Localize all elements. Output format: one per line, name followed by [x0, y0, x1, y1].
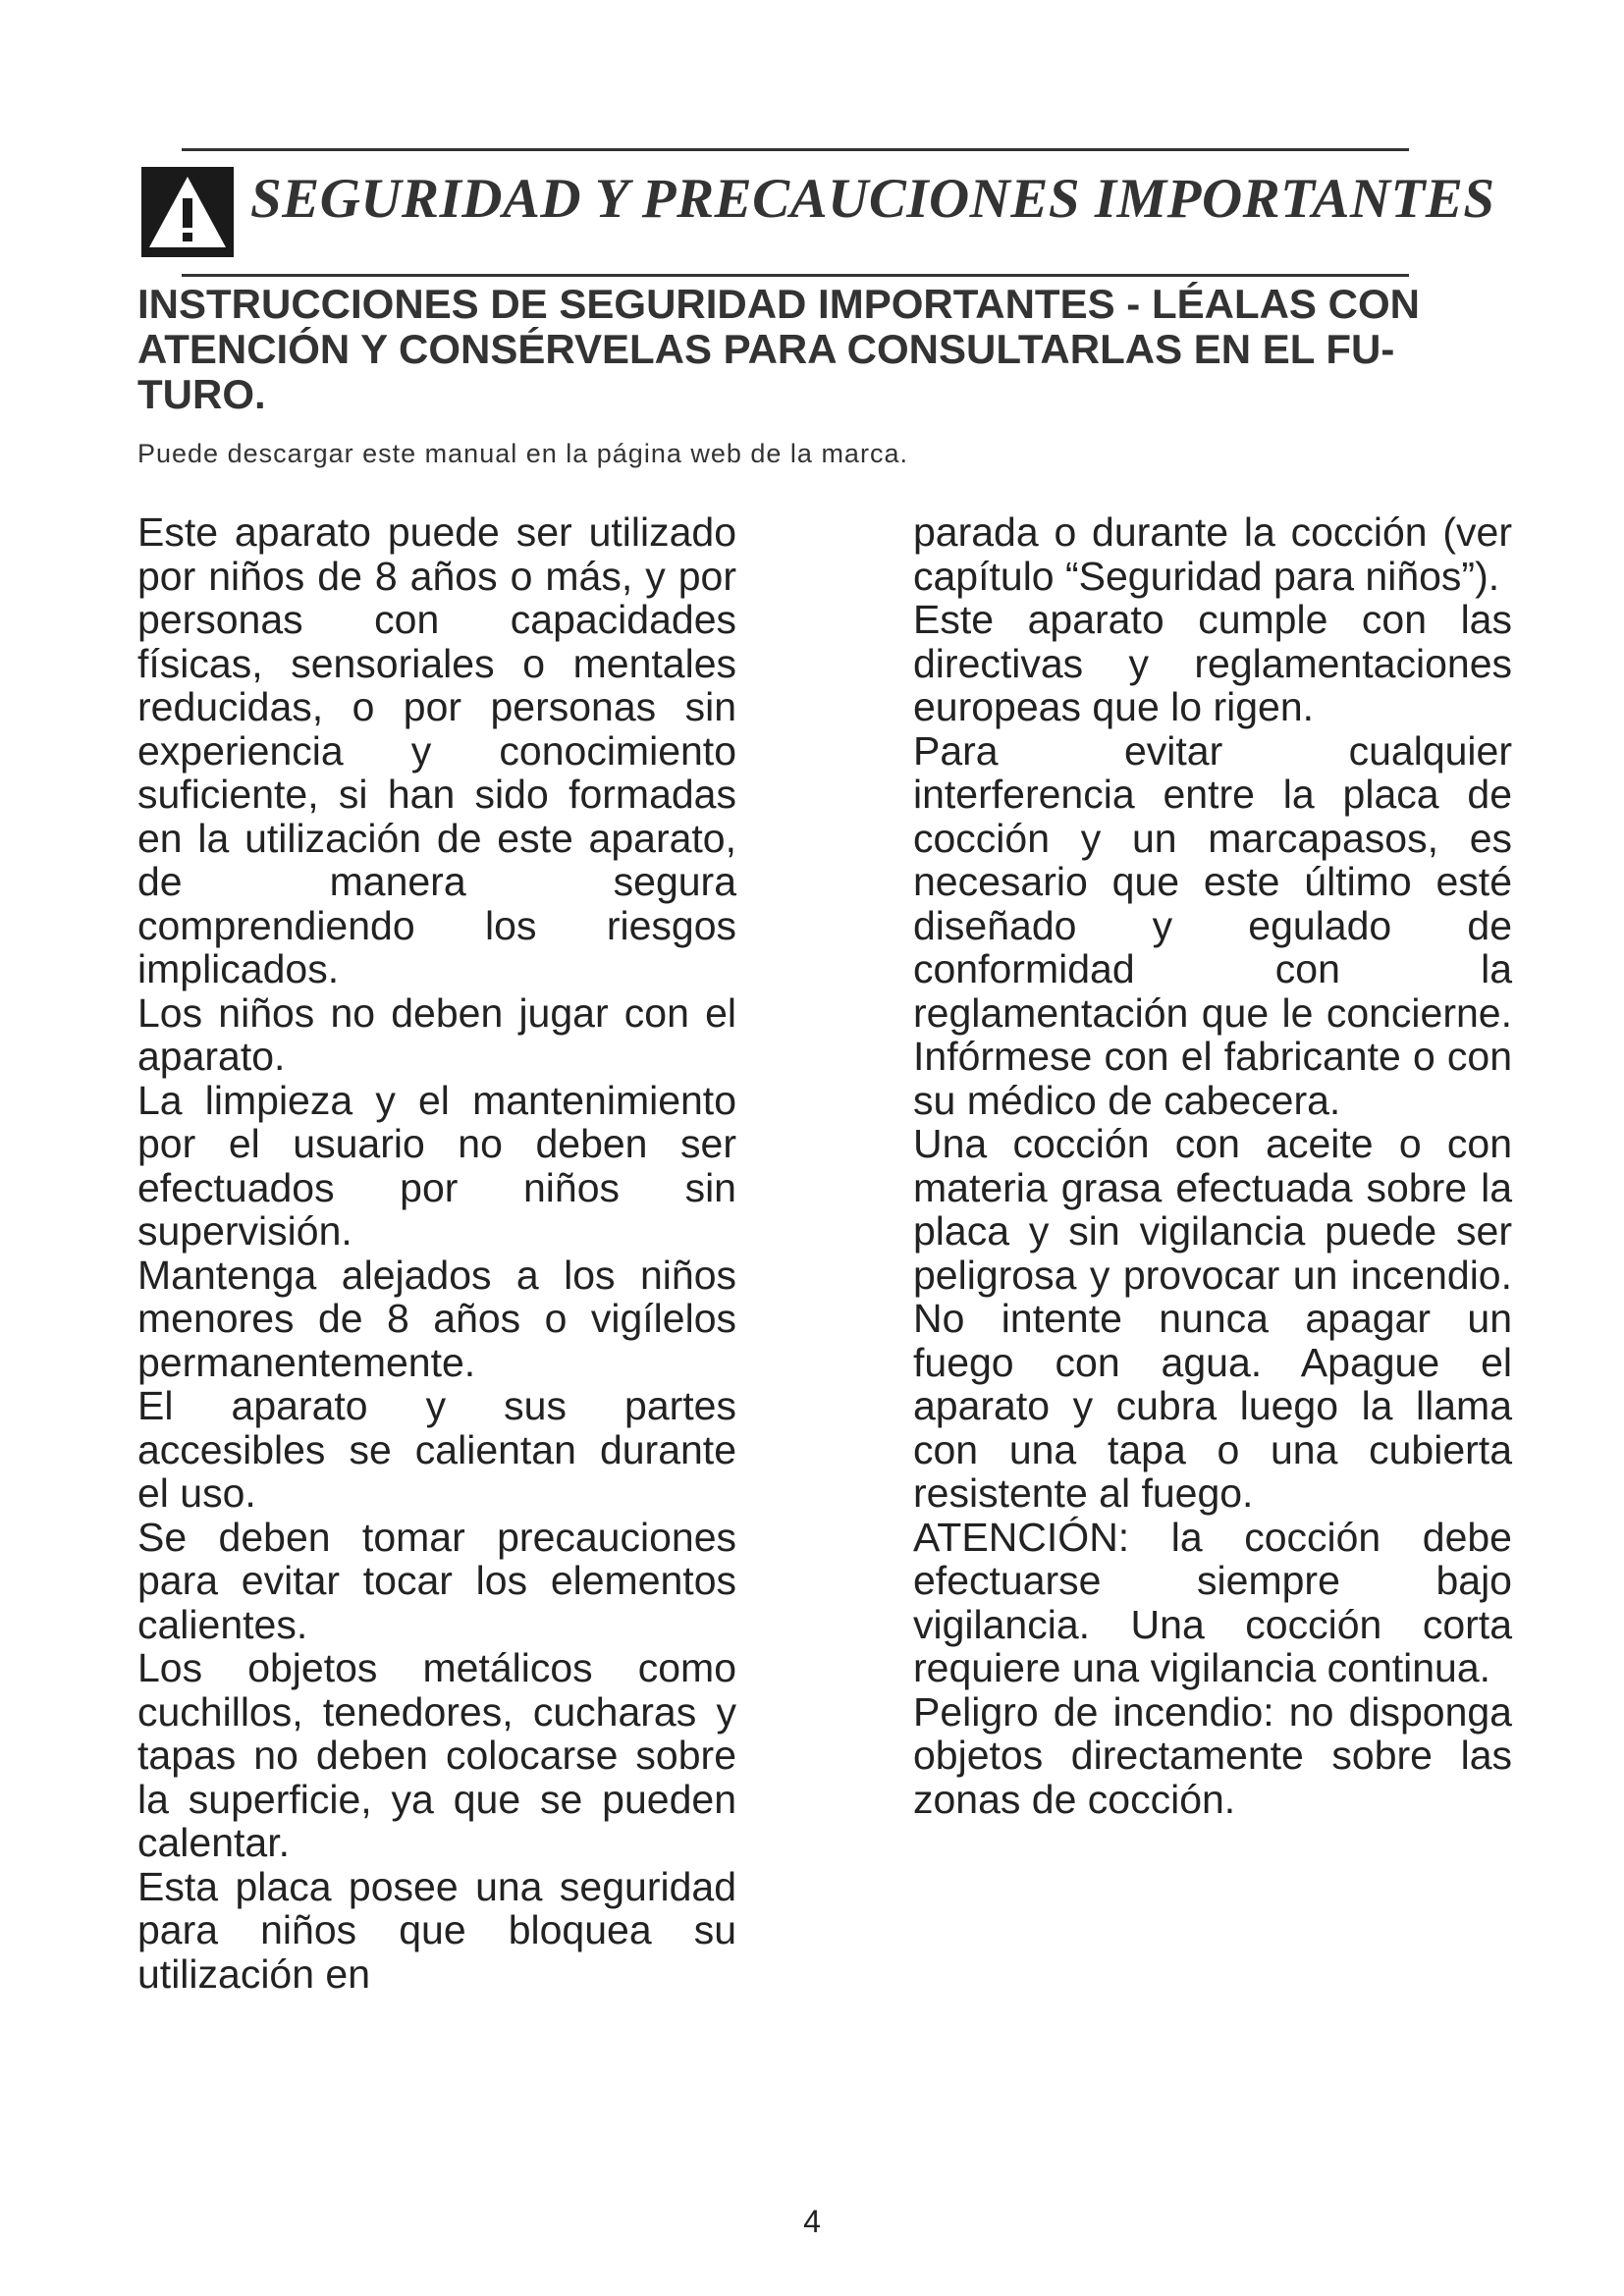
paragraph: Los objetos metálicos como cuchillos, tenedores, cucharas y tapas no deben colocarse sobre la superficie, ya que se pueden calentar. [137, 1645, 736, 1865]
header-rule-top [182, 148, 1409, 151]
paragraph: Se deben tomar precauciones para evitar tocar los elementos calientes. [137, 1514, 736, 1647]
page-number: 4 [803, 2204, 821, 2239]
header-rule-bottom [182, 274, 1409, 277]
paragraph: Mantenga alejados a los niños menores de 8 años o vigílelos permanentemente. [137, 1252, 736, 1385]
warning-icon [141, 167, 234, 257]
paragraph: Este aparato puede ser utilizado por niños de 8 años o más, y por personas con capacidades físicas, sensoriales o mentales reducidas, o por personas sin experiencia y conocimiento suficiente, si han sido formadas en la utilización de este aparato, de manera segura comprendiendo los riesgos implicados. [137, 509, 736, 991]
paragraph: Los niños no deben jugar con el aparato. [137, 989, 736, 1079]
paragraph: Esta placa posee una seguridad para niños que bloquea su utilización en [137, 1863, 736, 1997]
paragraph: Una cocción con aceite o con materia grasa efectuada sobre la placa y sin vigilancia puede ser peligrosa y provocar un incendio. No intente nunca apagar un fuego con agua. Apague el aparato y cubra luego la llama con una tapa o una cubierta resistente al fuego. [913, 1121, 1512, 1516]
paragraph: La limpieza y el mantenimiento por el usuario no deben ser efectuados por niños sin supervisión. [137, 1077, 736, 1254]
paragraph: parada o durante la cocción (ver capítulo “Seguridad para niños”). [913, 509, 1512, 599]
right-column [913, 510, 1512, 1821]
safety-instructions-heading: INSTRUCCIONES DE SEGURIDAD IMPORTANTES - LÉALAS CON ATENCIÓN Y CONSÉRVELAS PARA CONSULTARLAS EN EL FU-TURO. [137, 281, 1420, 417]
page-title: SEGURIDAD Y PRECAUCIONES IMPORTANTES [250, 168, 1495, 230]
paragraph: Peligro de incendio: no disponga objetos directamente sobre las zonas de cocción. [913, 1688, 1512, 1822]
paragraph: Para evitar cualquier interferencia entre la placa de cocción y un marcapasos, es necesario que este último esté diseñado y egulado de conformidad con la reglamentación que le concierne. Infórmese con el fabricante o con su médico de cabecera. [913, 727, 1512, 1123]
left-column [137, 510, 736, 1996]
paragraph: El aparato y sus partes accesibles se calientan durante el uso. [137, 1383, 736, 1516]
download-note: Puede descargar este manual en la página web de la marca. [137, 439, 908, 468]
paragraph: ATENCIÓN: la cocción debe efectuarse siempre bajo vigilancia. Una cocción corta requiere una vigilancia continua. [913, 1514, 1512, 1690]
paragraph: Este aparato cumple con las directivas y reglamentaciones europeas que lo rigen. [913, 597, 1512, 729]
